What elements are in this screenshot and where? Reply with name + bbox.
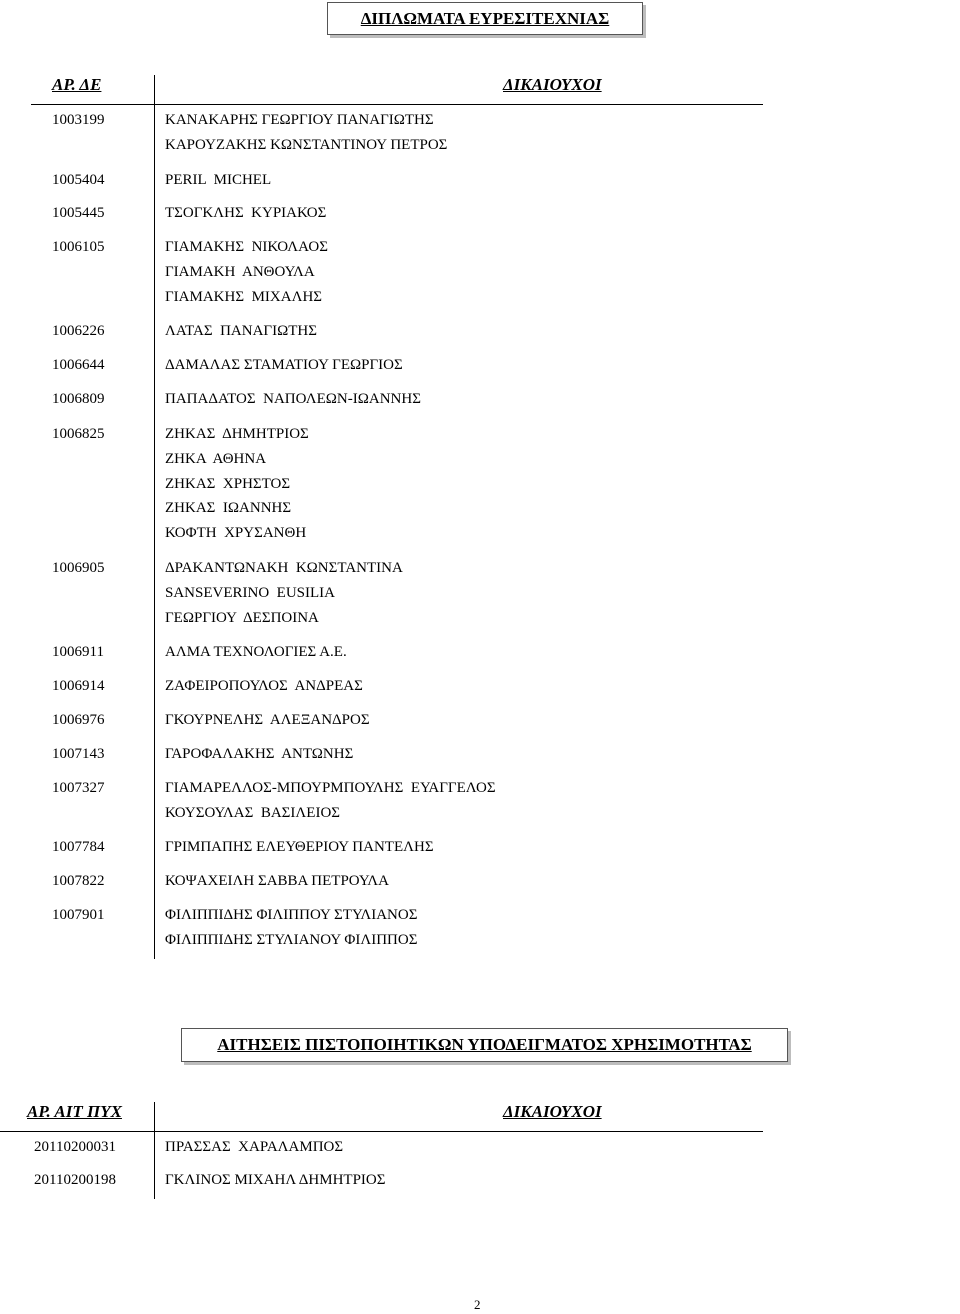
holder-name: ΓΚΟΥΡΝΕΛΗΣ ΑΛΕΞΑΝΔΡΟΣ — [165, 712, 370, 728]
record-number: 1005404 — [52, 172, 105, 188]
holder-name: ΓΙΑΜΑΡΕΛΛΟΣ-ΜΠΟΥΡΜΠΟΥΛΗΣ ΕΥΑΓΓΕΛΟΣ — [165, 780, 496, 796]
record-number: 1006226 — [52, 323, 105, 339]
holder-name: ΖΗΚΑΣ ΧΡΗΣΤΟΣ — [165, 475, 291, 492]
section-title-utility-models: ΑΙΤΗΣΕΙΣ ΠΙΣΤΟΠΟΙΗΤΙΚΩΝ ΥΠΟΔΕΙΓΜΑΤΟΣ ΧΡΗΣΙΜΟΤΗΤΑΣ — [181, 1028, 788, 1062]
record-number: 1003199 — [52, 112, 105, 128]
holder-name: ΓΑΡΟΦΑΛΑΚΗΣ ΑΝΤΩΝΗΣ — [165, 746, 354, 762]
column-divider-2 — [154, 1102, 155, 1199]
record-number: 1006905 — [52, 560, 105, 576]
holder-name: ΚΟΥΣΟΥΛΑΣ ΒΑΣΙΛΕΙΟΣ — [165, 804, 341, 821]
record-number: 1006105 — [52, 239, 105, 255]
holder-name: ΓΙΑΜΑΚΗ ΑΝΘΟΥΛΑ — [165, 263, 315, 280]
holder-name: ΤΣΟΓΚΛΗΣ ΚΥΡΙΑΚΟΣ — [165, 205, 327, 221]
column-header-number: ΑΡ. ΔΕ — [52, 75, 102, 94]
holder-name: ΚΑΝΑΚΑΡΗΣ ΓΕΩΡΓΙΟΥ ΠΑΝΑΓΙΩΤΗΣ — [165, 112, 434, 128]
holder-name: ΔΑΜΑΛΑΣ ΣΤΑΜΑΤΙΟΥ ΓΕΩΡΓΙΟΣ — [165, 357, 403, 373]
record-number: 1006809 — [52, 391, 105, 407]
holder-name: ΑΛΜΑ ΤΕΧΝΟΛΟΓΙΕΣ Α.Ε. — [165, 644, 347, 660]
column-header-holders: ΔΙΚΑΙΟΥΧΟΙ — [503, 75, 602, 94]
record-number: 20110200198 — [34, 1172, 116, 1188]
record-number: 1006644 — [52, 357, 105, 373]
holder-name: ΠΡΑΣΣΑΣ ΧΑΡΑΛΑΜΠΟΣ — [165, 1139, 344, 1155]
holder-name: ΚΟΨΑΧΕΙΛΗ ΣΑΒΒΑ ΠΕΤΡΟΥΛΑ — [165, 873, 389, 889]
header-divider-2 — [0, 1131, 763, 1132]
holder-name: ΖΗΚΑΣ ΙΩΑΝΝΗΣ — [165, 500, 292, 517]
column-divider — [154, 75, 155, 959]
record-number: 1006914 — [52, 678, 105, 694]
record-number: 1007901 — [52, 907, 105, 923]
header-divider — [31, 104, 763, 105]
holder-name: ΠΑΠΑΔΑΤΟΣ ΝΑΠΟΛΕΩΝ-ΙΩΑΝΝΗΣ — [165, 391, 421, 407]
holder-name: ΦΙΛΙΠΠΙΔΗΣ ΣΤΥΛΙΑΝΟΥ ΦΙΛΙΠΠΟΣ — [165, 931, 418, 948]
record-number: 1006911 — [52, 644, 104, 660]
holder-name: ΛΑΤΑΣ ΠΑΝΑΓΙΩΤΗΣ — [165, 323, 317, 339]
holder-name: ΔΡΑΚΑΝΤΩΝΑΚΗ ΚΩΝΣΤΑΝΤΙΝΑ — [165, 560, 403, 576]
holder-name: ΚΑΡΟΥΖΑΚΗΣ ΚΩΝΣΤΑΝΤΙΝΟΥ ΠΕΤΡΟΣ — [165, 136, 448, 153]
section-title-patents: ΔΙΠΛΩΜΑΤΑ ΕΥΡΕΣΙΤΕΧΝΙΑΣ — [327, 2, 643, 35]
record-number: 1007327 — [52, 780, 105, 796]
holder-name: ΖΑΦΕΙΡΟΠΟΥΛΟΣ ΑΝΔΡΕΑΣ — [165, 678, 363, 694]
column-header-holders-2: ΔΙΚΑΙΟΥΧΟΙ — [503, 1102, 602, 1121]
record-number: 1006825 — [52, 426, 105, 442]
holder-name: PERIL MICHEL — [165, 172, 272, 188]
holder-name: ΓΕΩΡΓΙΟΥ ΔΕΣΠΟΙΝΑ — [165, 609, 319, 626]
holder-name: ΦΙΛΙΠΠΙΔΗΣ ΦΙΛΙΠΠΟΥ ΣΤΥΛΙΑΝΟΣ — [165, 907, 418, 923]
column-header-application-number: ΑΡ. ΑΙΤ ΠΥΧ — [27, 1102, 122, 1121]
holder-name: ΖΗΚΑ ΑΘΗΝΑ — [165, 450, 267, 467]
holder-name: ΖΗΚΑΣ ΔΗΜΗΤΡΙΟΣ — [165, 426, 309, 442]
holder-name: ΓΚΛΙΝΟΣ ΜΙΧΑΗΛ ΔΗΜΗΤΡΙΟΣ — [165, 1172, 386, 1188]
holder-name: ΓΡΙΜΠΑΠΗΣ ΕΛΕΥΘΕΡΙΟΥ ΠΑΝΤΕΛΗΣ — [165, 839, 434, 855]
record-number: 1007822 — [52, 873, 105, 889]
holder-name: ΚΟΦΤΗ ΧΡΥΣΑΝΘΗ — [165, 525, 307, 542]
page-number: 2 — [474, 1297, 481, 1312]
holder-name: SANSEVERINO EUSILIA — [165, 584, 335, 601]
record-number: 20110200031 — [34, 1139, 116, 1155]
record-number: 1006976 — [52, 712, 105, 728]
record-number: 1007143 — [52, 746, 105, 762]
record-number: 1007784 — [52, 839, 105, 855]
holder-name: ΓΙΑΜΑΚΗΣ ΝΙΚΟΛΑΟΣ — [165, 239, 328, 255]
record-number: 1005445 — [52, 205, 105, 221]
holder-name: ΓΙΑΜΑΚΗΣ ΜΙΧΑΛΗΣ — [165, 288, 323, 305]
